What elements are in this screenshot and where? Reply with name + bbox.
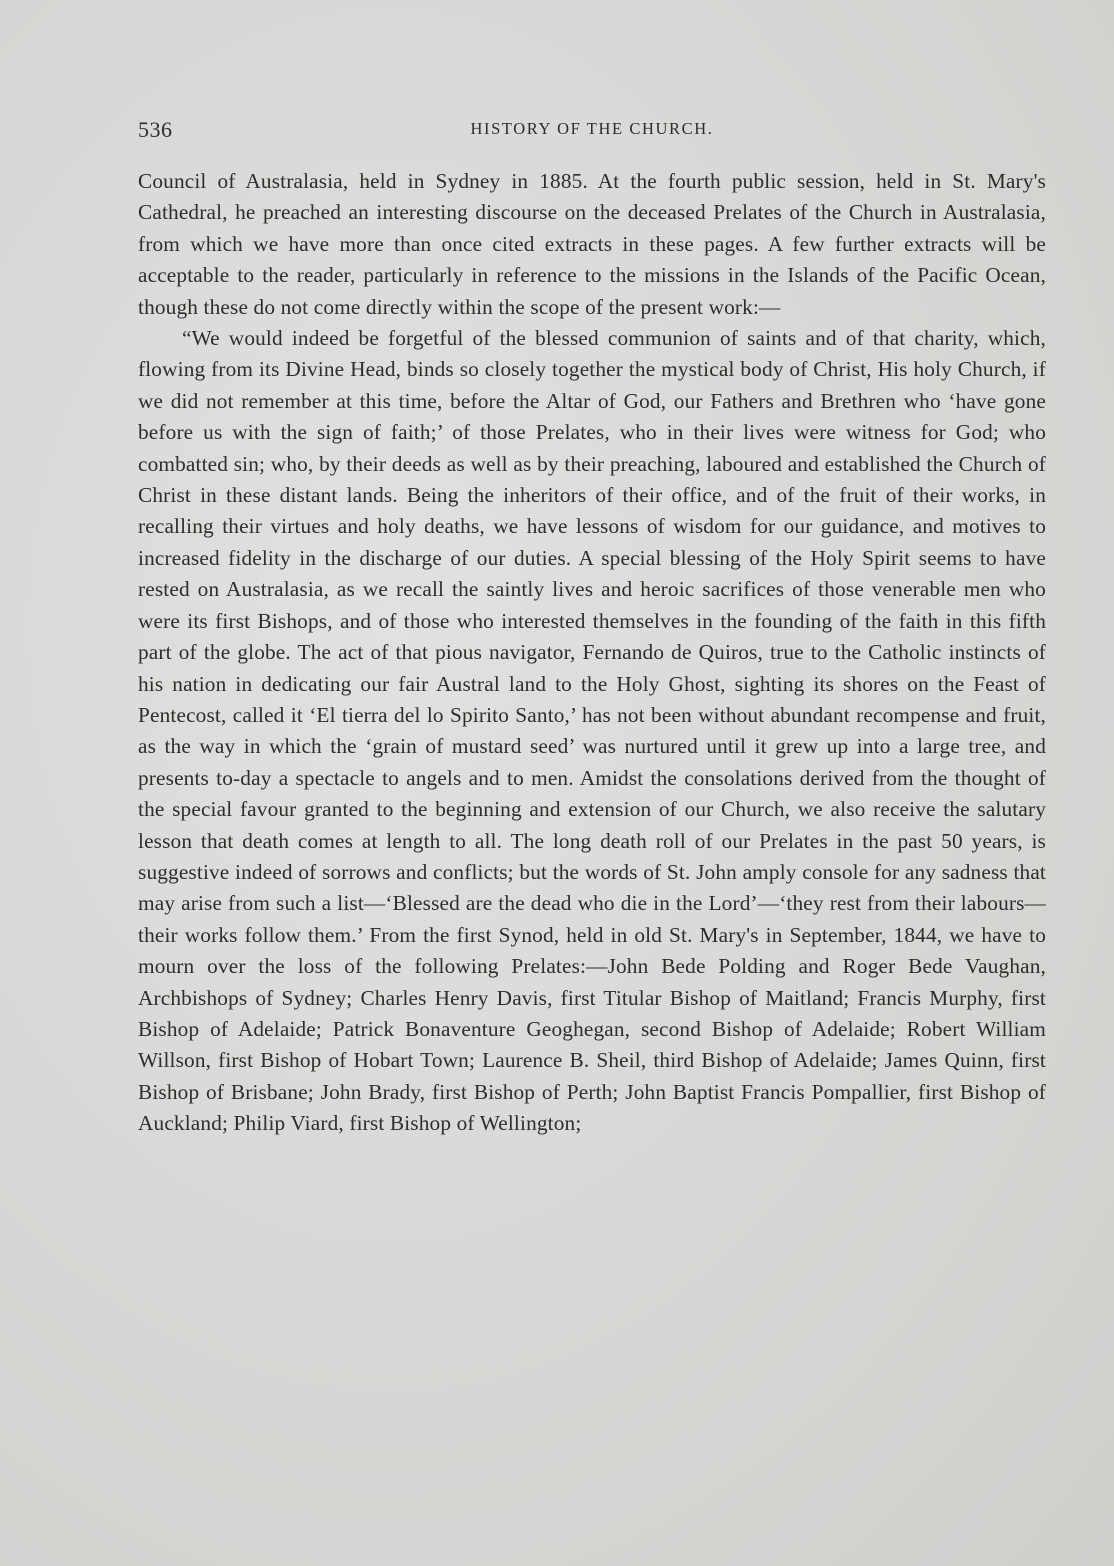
paragraph-intro: Council of Australasia, held in Sydney in 1885. At the fourth public session, held in St. Mary's Cathedral, he preached an interesting discourse on the deceased Prelates of the Church in Australasia, from which we have more than once cited extracts in these pages. A few further extracts will be acceptable to the reader, particularly in reference to the missions in the Islands of the Pacific Ocean, though these do not come directly within the scope of the present work:— (138, 169, 1046, 319)
page-number: 536 (138, 117, 173, 142)
running-head (138, 117, 1046, 147)
paragraph-quotation: “We would indeed be forgetful of the blessed communion of saints and of that charity, which, flowing from its Divine Head, binds so closely together the mystical body of Christ, His holy Church, if we did not remember at this time, before the Altar of God, our Fathers and Brethren who ‘have gone before us with the sign of faith;’ of those Prelates, who in their lives were witness for God; who combatted sin; who, by their deeds as well as by their preaching, laboured and established the Church of Christ in these distant lands. Being the inheritors of their office, and of the fruit of their works, in recalling their virtues and holy deaths, we have lessons of wisdom for our guidance, and motives to increased fidelity in the discharge of our duties. A special blessing of the Holy Spirit seems to have rested on Australasia, as we recall the saintly lives and heroic sacrifices of those venerable men who were its first Bishops, and of those who interested themselves in the founding of the faith in this fifth part of the globe. The act of that pious navigator, Fernando de Quiros, true to the Catholic instincts of his nation in dedicating our fair Austral land to the Holy Ghost, sighting its shores on the Feast of Pentecost, called it ‘El tierra del lo Spirito Santo,’ has not been without abundant recompense and fruit, as the way in which the ‘grain of mustard seed’ was nurtured until it grew up into a large tree, and presents to-day a spectacle to angels and to men. Amidst the consolations derived from the thought of the special favour granted to the beginning and extension of our Church, we also receive the salutary lesson that death comes at length to all. The long death roll of our Prelates in the past 50 years, is suggestive indeed of sorrows and conflicts; but the words of St. John amply console for any sadness that may arise from such a list—‘Blessed are the dead who die in the Lord’—‘they rest from their labours—their works follow them.’ From the first Synod, held in old St. Mary's in September, 1844, we have to mourn over the loss of the following Prelates:—John Bede Polding and Roger Bede Vaughan, Archbishops of Sydney; Charles Henry Davis, first Titular Bishop of Maitland; Francis Murphy, first Bishop of Adelaide; Patrick Bonaventure Geoghegan, second Bishop of Adelaide; Robert William Willson, first Bishop of Hobart Town; Laurence B. Sheil, third Bishop of Adelaide; James Quinn, first Bishop of Brisbane; John Brady, first Bishop of Perth; John Baptist Francis Pompallier, first Bishop of Auckland; Philip Viard, first Bishop of Wellington; (138, 326, 1046, 1136)
running-title: HISTORY OF THE CHURCH. (470, 119, 714, 138)
body-text (138, 166, 1046, 1140)
